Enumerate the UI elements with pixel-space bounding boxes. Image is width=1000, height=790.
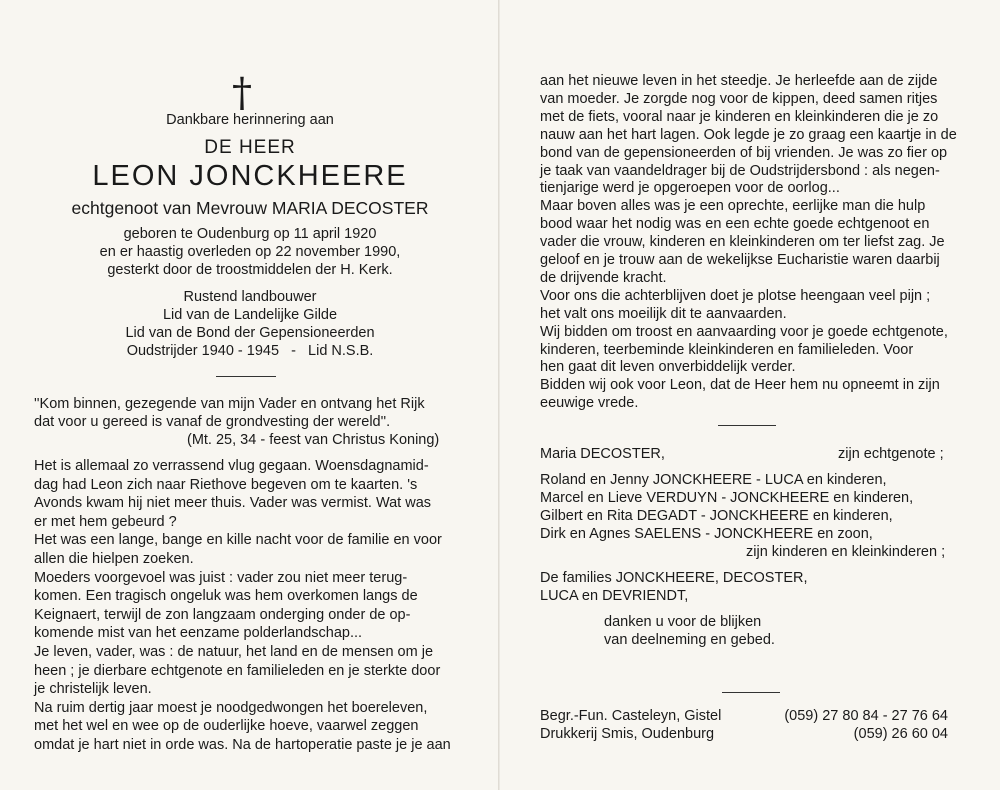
body-text-line: Je leven, vader, was : de natuur, het land en de mensen om je: [34, 644, 434, 660]
children-role: zijn kinderen en kleinkinderen ;: [746, 544, 946, 560]
body-text-line: Bidden wij ook voor Leon, dat de Heer hem nu opneemt in zijn: [540, 377, 940, 394]
quote-line: dat voor u gereed is vanaf de grondvesting der wereld''.: [34, 414, 391, 430]
printer-name: Drukkerij Smis, Oudenburg: [540, 726, 715, 742]
divider: [722, 692, 780, 693]
families-line: LUCA en DEVRIENDT,: [540, 588, 689, 604]
widow-role: zijn echtgenote ;: [838, 446, 944, 462]
body-text-line: tienjarige werd je opgeroepen voor de oorlog...: [540, 180, 840, 197]
right-page: [500, 0, 1000, 790]
printer-name: Begr.-Fun. Casteleyn, Gistel: [540, 708, 722, 724]
quote-reference: (Mt. 25, 34 - feest van Christus Koning): [187, 432, 440, 448]
body-text-line: allen die hielpen zoeken.: [34, 551, 194, 567]
spouse-line: echtgenoot van Mevrouw MARIA DECOSTER: [71, 198, 429, 218]
body-text-line: Wij bidden om troost en aanvaarding voor je goede echtgenote,: [540, 323, 948, 340]
body-text-line: bood waar het nodig was en een echte goede echtgenoot en: [540, 216, 930, 233]
quote-line: ''Kom binnen, gezegende van mijn Vader en ontvang het Rijk: [34, 396, 425, 412]
body-text-line: eeuwige vrede.: [540, 395, 639, 412]
families-line: De families JONCKHEERE, DECOSTER,: [540, 570, 808, 586]
child-family-line: Roland en Jenny JONCKHEERE - LUCA en kinderen,: [540, 472, 887, 488]
child-family-line: Marcel en Lieve VERDUYN - JONCKHEERE en kinderen,: [540, 490, 914, 506]
role-line: Rustend landbouwer: [183, 289, 317, 305]
printer-phone: (059) 26 60 04: [853, 726, 948, 742]
body-text-line: van moeder. Je zorgde nog voor de kippen, deed samen ritjes: [540, 90, 938, 107]
thanks-line: van deelneming en gebed.: [604, 632, 775, 648]
body-text-line: geloof en je trouw aan de wekelijkse Eucharistie waren daarbij: [540, 252, 940, 268]
widow-name: Maria DECOSTER,: [540, 446, 665, 462]
body-text-line: nauw aan het hart lagen. Ook legde je zo graag een kaartje in de: [540, 126, 957, 143]
body-text-line: je taak van vaandeldrager bij de Oudstrijdersbond : als negen-: [540, 162, 940, 179]
body-text-line: bond van de gepensioneerden of bij vrienden. Je was zo fier op: [540, 144, 948, 161]
body-text-line: de drijvende kracht.: [540, 269, 667, 286]
child-family-line: Dirk en Agnes SAELENS - JONCKHEERE en zoon,: [540, 526, 873, 542]
body-text-line: vader die vrouw, kinderen en kleinkinderen om ter liefst zag. Je: [540, 234, 945, 251]
birth-line: geboren te Oudenburg op 11 april 1920: [123, 226, 377, 242]
deceased-name: LEON JONCKHEERE: [92, 160, 408, 192]
role-line: Oudstrijder 1940 - 1945 - Lid N.S.B.: [126, 343, 374, 359]
intro-text: Dankbare herinnering aan: [166, 112, 334, 128]
body-text-line: Avonds kwam hij niet meer thuis. Vader was vermist. Wat was: [34, 495, 432, 512]
body-text-line: Keignaert, terwijl de zon langzaam onderging onder de op-: [34, 606, 411, 623]
body-text-line: er met hem gebeurd ?: [34, 513, 177, 530]
body-text-line: Moeders voorgevoel was juist : vader zou niet meer terug-: [34, 569, 408, 586]
body-text-line: omdat je hart niet in orde was. Na de hartoperatie paste je je aan: [34, 737, 451, 753]
role-line: Lid van de Landelijke Gilde: [162, 307, 338, 323]
body-text-line: met het wel en wee op de ouderlijke hoeve, vaarwel zeggen: [34, 718, 419, 735]
body-text-line: aan het nieuwe leven in het steedje. Je herleefde aan de zijde: [540, 73, 938, 89]
body-text-line: Het is allemaal zo verrassend vlug gegaan. Woensdagnamid-: [34, 458, 429, 474]
role-line: Lid van de Bond der Gepensioneerden: [125, 325, 375, 341]
body-text-line: het valt ons moeilijk dit te aanvaarden.: [540, 305, 787, 322]
divider: [216, 376, 276, 377]
body-text-line: Maar boven alles was je een oprechte, eerlijke man die hulp: [540, 198, 926, 215]
body-text-line: Voor ons die achterblijven doet je plotse heengaan veel pijn ;: [540, 287, 931, 304]
death-line: en er haastig overleden op 22 november 1990,: [99, 244, 401, 260]
printer-phone: (059) 27 80 84 - 27 76 64: [784, 708, 948, 724]
body-text-line: heen ; je dierbare echtgenote en familieleden en je sterkte door: [34, 662, 441, 679]
body-text-line: komen. Een tragisch ongeluk was hem overkomen langs de: [34, 588, 418, 605]
body-text-line: met de fiets, vooral naar je kinderen en kleinkinderen die je zo: [540, 108, 939, 125]
body-text-line: hen gaat dit leven onverbiddelijk verder.: [540, 359, 796, 376]
body-text-line: dag had Leon zich naar Riethove begeven om te kaarten. 's: [34, 476, 418, 493]
body-text-line: je christelijk leven.: [34, 681, 152, 698]
thanks-line: danken u voor de blijken: [604, 614, 762, 630]
cross-icon: †: [232, 70, 252, 116]
title-text: DE HEER: [204, 137, 296, 158]
body-text-line: Het was een lange, bange en kille nacht voor de familie en voor: [34, 532, 442, 549]
sacrament-line: gesterkt door de troostmiddelen der H. Kerk.: [107, 262, 393, 278]
child-family-line: Gilbert en Rita DEGADT - JONCKHEERE en kinderen,: [540, 508, 893, 524]
body-text-line: komende mist van het eenzame polderlandschap...: [34, 625, 363, 642]
divider: [718, 425, 776, 426]
body-text-line: Na ruim dertig jaar moest je noodgedwongen het boereleven,: [34, 699, 428, 716]
body-text-line: kinderen, teerbeminde kleinkinderen en familieleden. Voor: [540, 341, 914, 358]
